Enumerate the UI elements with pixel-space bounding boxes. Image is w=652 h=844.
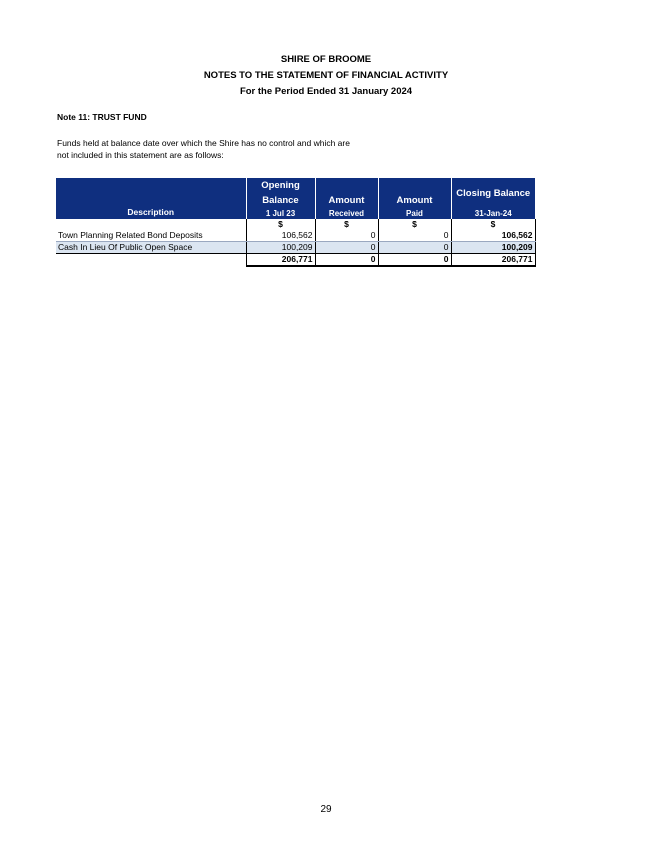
header-received-line: Amount: [328, 195, 365, 206]
header-closing-line: Closing Balance: [456, 187, 531, 199]
org-name: SHIRE OF BROOME: [280, 54, 372, 65]
intro-line-2: not included in this statement are as follows:: [57, 150, 224, 160]
intro-line-1: Funds held at balance date over which the Shire has no control and which are: [57, 138, 350, 148]
header-received-sub: Received: [315, 208, 378, 219]
row-closing: 100,209: [451, 242, 535, 254]
header-closing-date: 31-Jan-24: [451, 208, 535, 219]
total-opening: 206,771: [246, 254, 315, 267]
header-opening-line2: Balance: [262, 195, 299, 206]
trust-fund-table: [56, 178, 536, 267]
header-opening-line1: Opening: [261, 180, 300, 191]
row-description: Cash In Lieu Of Public Open Space: [56, 242, 246, 254]
row-received: 0: [315, 230, 378, 242]
row-closing: 106,562: [451, 230, 535, 242]
currency-symbol: $: [246, 219, 315, 230]
page-number: 29: [320, 804, 332, 815]
total-closing: 206,771: [451, 254, 535, 267]
row-description: Town Planning Related Bond Deposits: [56, 230, 246, 242]
table-row: [56, 242, 535, 254]
header-received: [315, 178, 378, 208]
header-description: Description: [56, 178, 246, 219]
total-paid: 0: [378, 254, 451, 267]
totals-row: [56, 254, 535, 267]
header-opening-date: 1 Jul 23: [246, 208, 315, 219]
table-row: [56, 230, 535, 242]
header-closing: [451, 178, 535, 208]
currency-symbol: $: [378, 219, 451, 230]
header-paid-line: Amount: [396, 195, 433, 206]
header-paid: [378, 178, 451, 208]
note-title: Note 11: TRUST FUND: [57, 112, 147, 122]
row-paid: 0: [378, 230, 451, 242]
total-received: 0: [315, 254, 378, 267]
report-header: [0, 52, 652, 100]
row-opening: 100,209: [246, 242, 315, 254]
row-received: 0: [315, 242, 378, 254]
intro-text: [57, 137, 417, 161]
row-opening: 106,562: [246, 230, 315, 242]
currency-symbol: $: [451, 219, 535, 230]
report-title: NOTES TO THE STATEMENT OF FINANCIAL ACTIVITY: [203, 70, 449, 81]
header-paid-sub: Paid: [378, 208, 451, 219]
report-period: For the Period Ended 31 January 2024: [239, 86, 413, 97]
header-opening: [246, 178, 315, 208]
currency-row: [56, 219, 535, 230]
currency-symbol: $: [315, 219, 378, 230]
row-paid: 0: [378, 242, 451, 254]
